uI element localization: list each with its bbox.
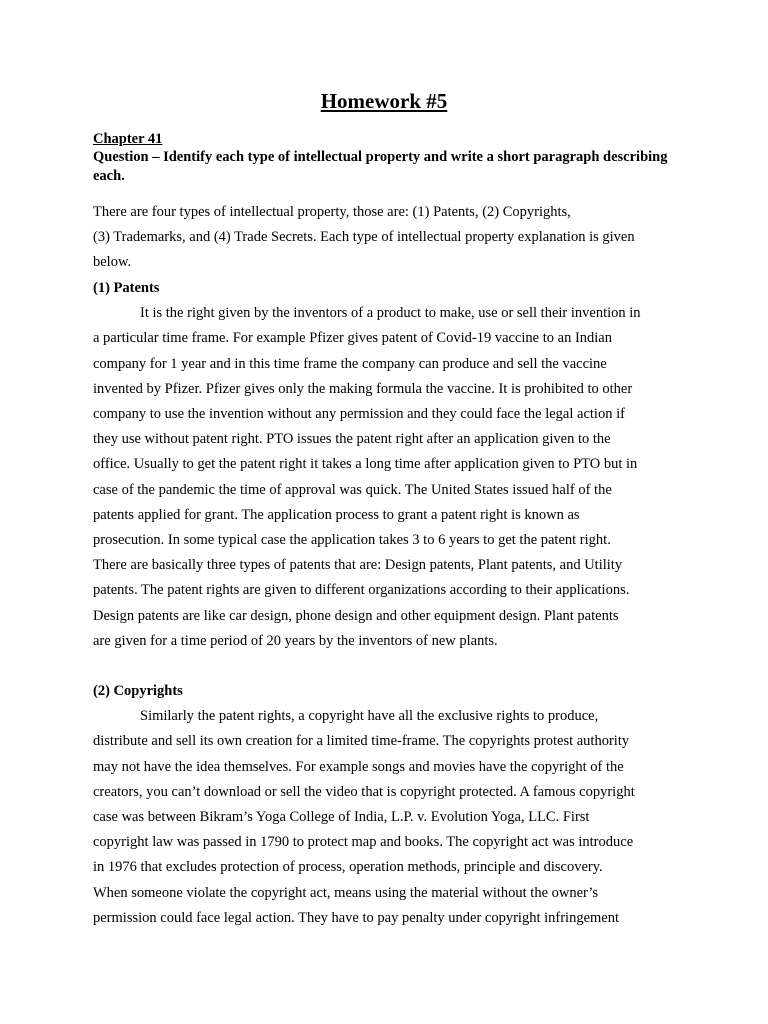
patents-line: patents applied for grant. The application process to grant a patent right is known as — [93, 506, 580, 523]
patents-line: are given for a time period of 20 years by the inventors of new plants. — [93, 632, 498, 649]
copyrights-line: distribute and sell its own creation for a limited time-frame. The copyrights protest authority — [93, 733, 630, 750]
patents-line: office. Usually to get the patent right it takes a long time after application given to PTO but in — [93, 456, 638, 473]
document-title: Homework #5 — [320, 89, 448, 113]
copyrights-line: permission could face legal action. They have to pay penalty under copyright infringement — [93, 909, 619, 926]
copyrights-line: case was between Bikram’s Yoga College of India, L.P. v. Evolution Yoga, LLC. First — [93, 809, 590, 826]
patents-line: they use without patent right. PTO issues the patent right after an application given to the — [93, 431, 611, 448]
copyrights-line: in 1976 that excludes protection of process, operation methods, principle and discovery. — [93, 859, 603, 876]
intro-line: There are four types of intellectual property, those are: (1) Patents, (2) Copyrights, — [93, 204, 571, 220]
patents-line: patents. The patent rights are given to different organizations according to their applications. — [93, 582, 630, 599]
copyrights-heading: (2) Copyrights — [93, 683, 183, 699]
patents-line: There are basically three types of patents that are: Design patents, Plant patents, and Utility — [93, 557, 623, 574]
copyrights-line: When someone violate the copyright act, means using the material without the owner’s — [93, 884, 599, 901]
patents-heading: (1) Patents — [93, 280, 160, 296]
patents-line: It is the right given by the inventors of a product to make, use or sell their invention in — [140, 305, 641, 322]
patents-line: company for 1 year and in this time frame the company can produce and sell the vaccine — [93, 355, 607, 372]
patents-line: a particular time frame. For example Pfizer gives patent of Covid-19 vaccine to an Indian — [93, 330, 612, 347]
patents-line: case of the pandemic the time of approval was quick. The United States issued half of the — [93, 481, 612, 498]
intro-line: (3) Trademarks, and (4) Trade Secrets. Each type of intellectual property explanation is given — [93, 229, 635, 246]
copyrights-line: may not have the idea themselves. For example songs and movies have the copyright of the — [93, 758, 624, 775]
copyrights-line: Similarly the patent rights, a copyright have all the exclusive rights to produce, — [140, 708, 599, 725]
copyrights-section — [93, 679, 683, 931]
copyrights-line: copyright law was passed in 1790 to protect map and books. The copyright act was introduce — [93, 834, 634, 851]
chapter-label: Chapter 41 — [93, 131, 163, 147]
patents-line: company to use the invention without any permission and they could face the legal action if — [93, 406, 625, 423]
copyrights-line: creators, you can’t download or sell the video that is copyright protected. A famous copyright — [93, 783, 635, 800]
intro-paragraph — [93, 200, 683, 276]
patents-line: invented by Pfizer. Pfizer gives only the making formula the vaccine. It is prohibited to other — [93, 380, 633, 397]
patents-section — [93, 276, 683, 654]
question-text: Question – Identify each type of intellectual property and write a short paragraph describing each. — [93, 149, 668, 184]
intro-line: below. — [93, 254, 132, 271]
patents-line: prosecution. In some typical case the application takes 3 to 6 years to get the patent right. — [93, 532, 611, 549]
patents-line: Design patents are like car design, phone design and other equipment design. Plant patents — [93, 607, 619, 624]
